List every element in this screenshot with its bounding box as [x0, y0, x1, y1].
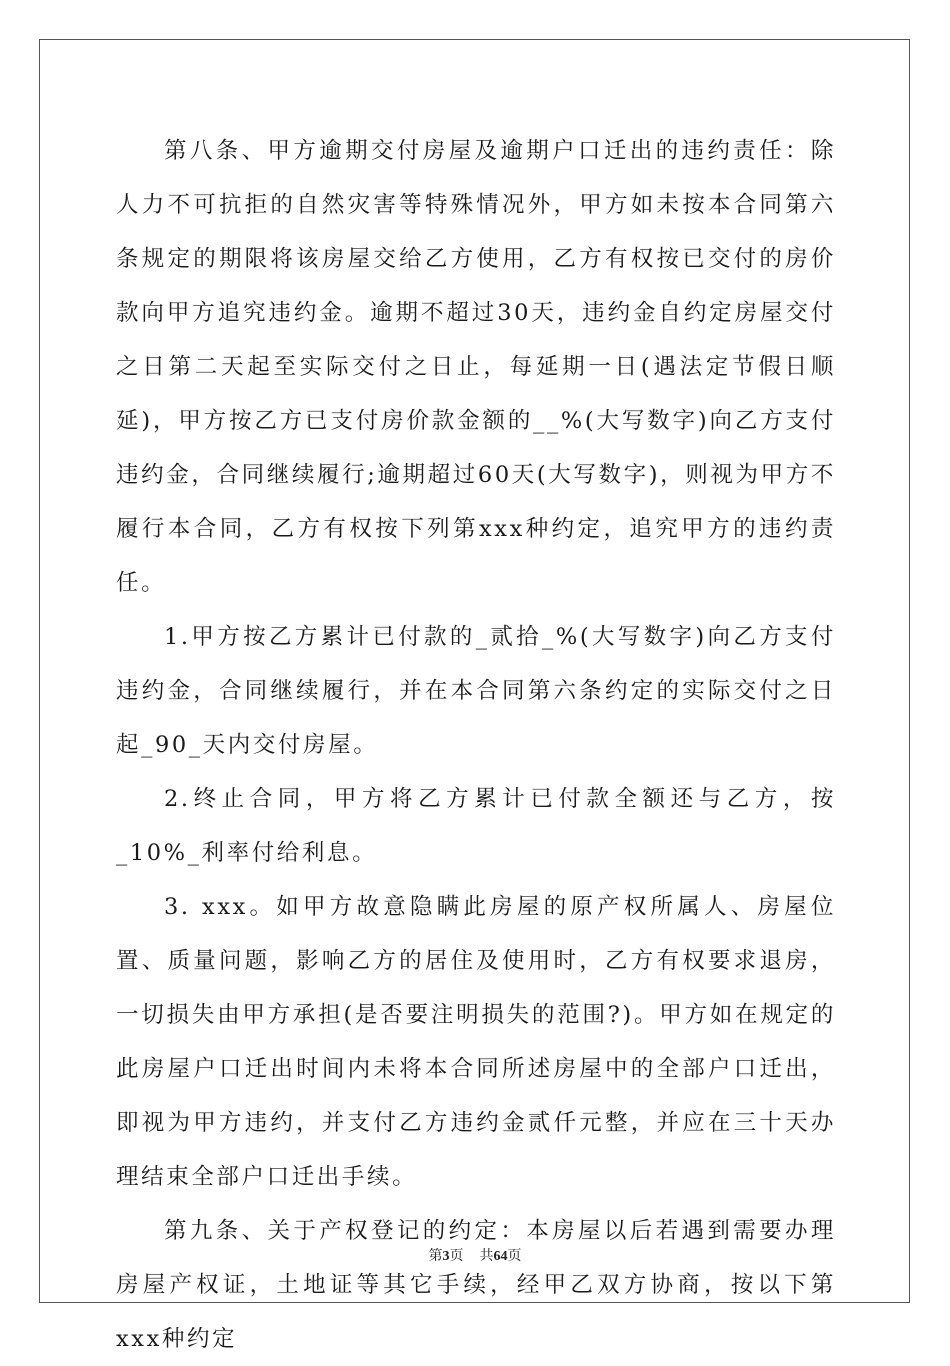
total-pages: 64	[493, 1249, 508, 1264]
paragraph-article-9: 第九条、关于产权登记的约定：本房屋以后若遇到需要办理房屋产权证，土地证等其它手续，经甲乙双方协商，按以下第xxx种约定	[116, 1218, 836, 1352]
page-suffix: 页	[449, 1249, 464, 1264]
page-footer	[0, 1245, 950, 1265]
document-body	[116, 124, 836, 1366]
page-prefix: 第	[428, 1249, 443, 1264]
paragraph-item-3: 3. xxx。如甲方故意隐瞒此房屋的原产权所属人、房屋位置、质量问题，影响乙方的居住及使用时，乙方有权要求退房，一切损失由甲方承担(是否要注明损失的范围?)。甲方如在规定的此房屋户口迁出时间内未将本合同所述房屋中的全部户口迁出，即视为甲方违约，并支付乙方违约金贰仟元整，并应在三十天办理结束全部户口迁出手续。	[116, 894, 836, 1190]
paragraph-article-8: 第八条、甲方逾期交付房屋及逾期户口迁出的违约责任：除人力不可抗拒的自然灾害等特殊情况外，甲方如未按本合同第六条规定的期限将该房屋交给乙方使用，乙方有权按已交付的房价款向甲方追究违约金。逾期不超过30天，违约金自约定房屋交付之日第二天起至实际交付之日止，每延期一日(遇法定节假日顺延)，甲方按乙方已支付房价款金额的__%(大写数字)向乙方支付违约金，合同继续履行;逾期超过60天(大写数字)，则视为甲方不履行本合同，乙方有权按下列第xxx种约定，追究甲方的违约责任。	[116, 138, 836, 596]
total-suffix: 页	[507, 1249, 522, 1264]
page-number: 3	[442, 1249, 450, 1264]
paragraph-item-2: 2.终止合同，甲方将乙方累计已付款全额还与乙方，按_10%_利率付给利息。	[116, 786, 836, 866]
total-prefix: 共	[479, 1249, 494, 1264]
paragraph-item-1: 1.甲方按乙方累计已付款的_贰拾_%(大写数字)向乙方支付违约金，合同继续履行，并在本合同第六条约定的实际交付之日起_90_天内交付房屋。	[116, 624, 836, 758]
